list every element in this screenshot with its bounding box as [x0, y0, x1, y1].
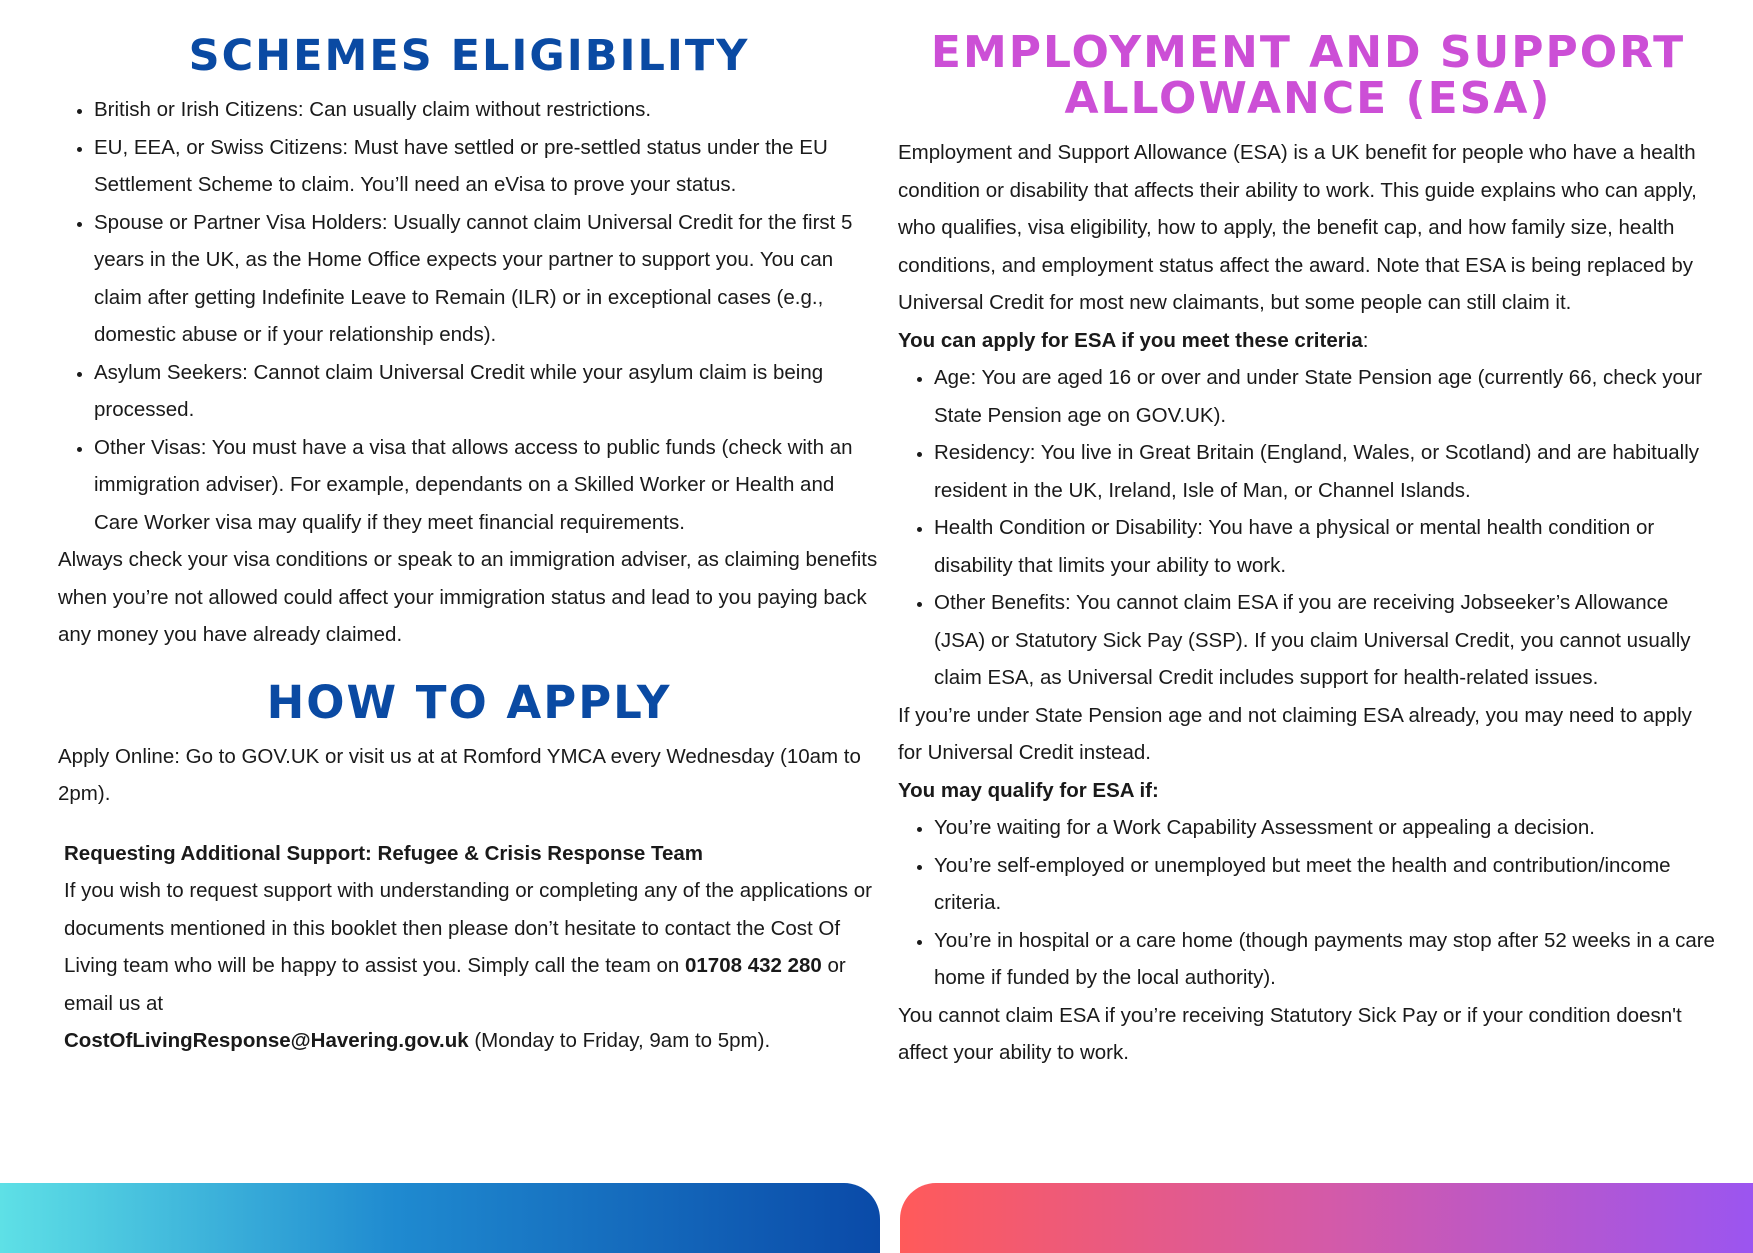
schemes-note: Always check your visa conditions or speak to an immigration adviser, as claiming benefits when you’re not allowed could affect your immigration status and lead to you paying back any money you have already claimed. — [58, 548, 878, 646]
schemes-eligibility-title: SCHEMES ELIGIBILITY — [188, 31, 750, 81]
list-item: • You’re in hospital or a care home (though payments may stop after 52 weeks in a care home if funded by the local authority). — [934, 922, 1718, 997]
list-item: • Health Condition or Disability: You have a physical or mental health condition or disability that limits your ability to work. — [934, 509, 1718, 584]
support-section — [58, 835, 880, 1060]
list-item: • Other Benefits: You cannot claim ESA if you are receiving Jobseeker’s Allowance (JSA) or Statutory Sick Pay (SSP). If you claim Universal Credit, you cannot usually claim ESA, as Universal Credit includes support for health-related issues. — [934, 584, 1718, 697]
list-item: • You’re self-employed or unemployed but meet the health and contribution/income criteria. — [934, 847, 1718, 922]
qualify-list — [898, 809, 1718, 997]
esa-intro: Employment and Support Allowance (ESA) is a UK benefit for people who have a health condition or disability that affects their ability to work. This guide explains who can apply, who qualifies, visa eligibility, how to apply, the benefit cap, and how family size, health conditions, and employment status affect the award. Note that ESA is being replaced by Universal Credit for most new claimants, but some people can still claim it. — [898, 141, 1697, 314]
criteria-list — [898, 359, 1718, 697]
qualify-heading: You may qualify for ESA if: — [898, 778, 1159, 802]
footer-bar-right — [900, 1183, 1753, 1253]
criteria-heading: You can apply for ESA if you meet these criteria: — [898, 328, 1369, 352]
qualify-note: You cannot claim ESA if you’re receiving Statutory Sick Pay or if your condition doesn't affect your ability to work. — [898, 1003, 1682, 1064]
list-item: • EU, EEA, or Swiss Citizens: Must have settled or pre-settled status under the EU Settlement Scheme to claim. You’ll need an eVisa to prove your status. — [94, 129, 880, 204]
list-item: • Other Visas: You must have a visa that allows access to public funds (check with an immigration adviser). For example, dependants on a Skilled Worker or Health and Care Worker visa may qualify if they meet financial requirements. — [94, 429, 880, 542]
right-column — [898, 0, 1718, 1072]
footer-bar-left — [0, 1183, 880, 1253]
schemes-list — [58, 91, 880, 541]
list-item: • Spouse or Partner Visa Holders: Usually cannot claim Universal Credit for the first 5 years in the UK, as the Home Office expects your partner to support you. You can claim after getting Indefinite Leave to Remain (ILR) or in exceptional cases (e.g., domestic abuse or if your relationship ends). — [94, 204, 880, 354]
apply-text: Apply Online: Go to GOV.UK or visit us at at Romford YMCA every Wednesday (10am to 2pm). — [58, 744, 861, 805]
list-item: • Asylum Seekers: Cannot claim Universal Credit while your asylum claim is being processed. — [94, 354, 880, 429]
left-column — [58, 0, 880, 1060]
support-email: CostOfLivingResponse@Havering.gov.uk — [64, 1029, 469, 1052]
list-item: • Age: You are aged 16 or over and under State Pension age (currently 66, check your State Pension age on GOV.UK). — [934, 359, 1718, 434]
list-item: • Residency: You live in Great Britain (England, Wales, or Scotland) and are habitually resident in the UK, Ireland, Isle of Man, or Channel Islands. — [934, 434, 1718, 509]
how-to-apply-title: HOW TO APPLY — [266, 675, 672, 729]
esa-title: EMPLOYMENT AND SUPPORT ALLOWANCE (ESA) — [930, 27, 1686, 124]
list-item: • You’re waiting for a Work Capability Assessment or appealing a decision. — [934, 809, 1718, 847]
support-heading: Requesting Additional Support: Refugee & Crisis Response Team — [64, 841, 703, 865]
support-text: If you wish to request support with understanding or completing any of the applications or documents mentioned in this booklet then please don’t hesitate to contact the Cost Of Living team who will be happy to assist you. Simply call the team on 01708 432 280 or email us at CostOfLivingResponse@Havering.gov.uk (Monday to Friday, 9am to 5pm). — [64, 879, 872, 1052]
support-phone: 01708 432 280 — [685, 954, 822, 977]
criteria-note: If you’re under State Pension age and not claiming ESA already, you may need to apply for Universal Credit instead. — [898, 703, 1692, 764]
list-item: • British or Irish Citizens: Can usually claim without restrictions. — [94, 91, 880, 129]
